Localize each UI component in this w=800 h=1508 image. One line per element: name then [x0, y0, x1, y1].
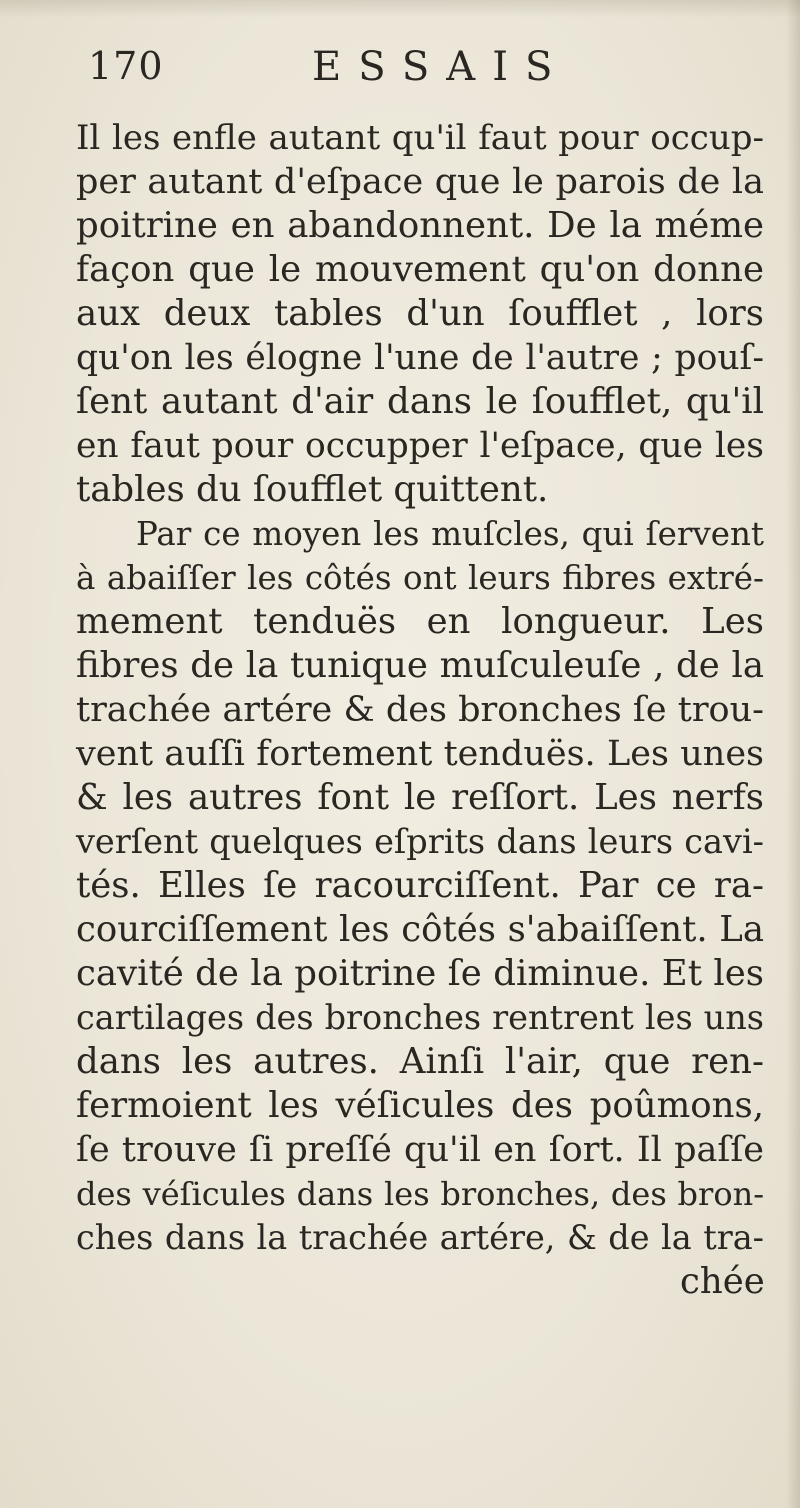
text-line: dans les autres. Ainſi l'air, que ren-: [76, 1041, 764, 1082]
text-line: courciſſement les côtés s'abaiſſent. La: [76, 909, 764, 950]
text-line: ſent autant d'air dans le ſoufflet, qu'il: [76, 381, 764, 422]
running-title: ESSAIS: [312, 44, 570, 90]
text-line: fibres de la tunique muſculeuſe , de la: [76, 645, 764, 686]
text-line: des véſicules dans les bronches, des bron-: [76, 1175, 764, 1213]
text-line: qu'on les élogne l'une de l'autre ; pouſ-: [76, 338, 764, 378]
text-line: en faut pour occupper l'eſpace, que les: [76, 426, 764, 466]
text-line: façon que le mouvement qu'on donne: [76, 249, 764, 290]
text-line: per autant d'eſpace que le parois de la: [76, 162, 764, 202]
text-line: à abaiſſer les côtés ont leurs fibres extré-: [76, 559, 764, 597]
text-line: cartilages des bronches rentrent les uns: [76, 998, 764, 1037]
catchword: chée: [680, 1261, 765, 1302]
page-edge-shadow: [786, 0, 800, 1508]
text-line: verſent quelques eſprits dans leurs cavi-: [76, 822, 764, 861]
text-line: trachée artére & des bronches ſe trou-: [76, 690, 764, 730]
text-line: fermoient les véſicules des poûmons,: [76, 1085, 764, 1126]
text-line: tables du ſoufflet quittent.: [76, 469, 549, 510]
text-line: & les autres font le reſſort. Les nerfs: [76, 777, 764, 818]
text-line: ſe trouve ſi preſſé qu'il en ſort. Il paſſe: [76, 1130, 764, 1170]
text-line: Il les enfle autant qu'il faut pour occup-: [76, 118, 764, 158]
page-top-shadow: [0, 0, 800, 18]
text-line: vent auſſi fortement tenduës. Les unes: [76, 734, 764, 774]
text-line: ches dans la trachée artére, & de la tra-: [76, 1218, 764, 1257]
text-line: cavité de la poitrine ſe diminue. Et les: [76, 953, 764, 994]
text-line: aux deux tables d'un ſoufflet , lors: [76, 293, 764, 334]
page-number: 170: [88, 44, 164, 88]
text-line: tés. Elles ſe racourciſſent. Par ce ra-: [76, 865, 764, 906]
paragraph-first-line: Par ce moyen les muſcles, qui ſervent: [136, 515, 764, 553]
text-line: mement tenduës en longueur. Les: [76, 601, 764, 642]
text-line: poitrine en abandonnent. De la méme: [76, 205, 764, 246]
